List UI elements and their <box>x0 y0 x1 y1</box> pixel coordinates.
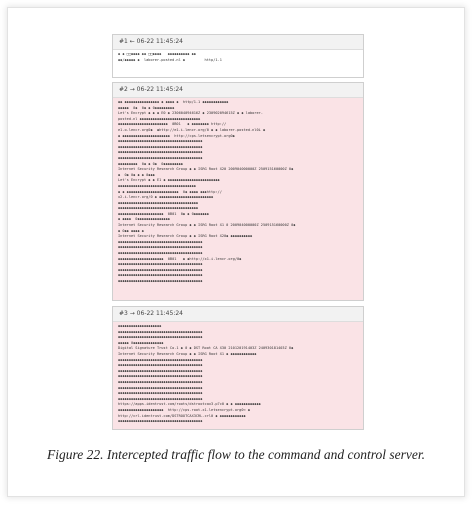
payload-line: ◆◆◆◆◆◆◆◆◆◆◆◆◆◆◆◆◆◆◆◆◆◆◆◆◆◆◆◆◆◆◆◆◆◆◆◆◆ <box>118 206 199 211</box>
payload-line: ◆◆◆◆◆◆◆◆◆◆◆◆◆◆◆◆◆◆◆◆◆ 0B01 0◆ ◆ 0◆◆◆◆◆◆◆ <box>118 211 209 216</box>
payload-line: ◆◆◆◆◆◆◆◆◆◆◆◆◆◆◆◆◆◆◆◆◆◆◆◆◆◆◆◆◆◆◆◆◆◆◆◆◆◆◆ <box>118 150 203 155</box>
payload-line: ◆◆◆◆◆◆◆◆◆◆◆◆◆◆◆◆◆◆◆◆◆◆◆ 0B01 ◆ ◆◆◆◆◆◆◆◆ http:// <box>118 122 227 127</box>
payload-line: ◆◆◆◆◆◆◆◆◆◆◆◆◆◆◆◆◆◆◆◆ <box>118 324 162 328</box>
message-panel-1 <box>112 34 364 78</box>
payload-line: ◆◆/◆◆◆◆◆ ◆ laborer-posted.nl ◆ http/1.1 <box>118 57 222 62</box>
payload-line: ◆◆◆◆◆◆◆◆◆◆◆◆◆◆◆◆◆◆◆◆◆◆◆◆◆◆◆◆◆◆◆◆◆◆◆◆◆◆◆ <box>118 239 203 244</box>
figure-caption: Figure 22. Intercepted traffic flow to the command and control server. <box>47 447 425 462</box>
payload-line: ◆ 0◆ 0◆ ◆ ◆ 0◆◆◆ <box>118 172 155 177</box>
payload-line: ◆◆◆◆◆◆◆◆◆◆◆◆◆◆◆◆◆◆◆◆◆◆◆◆◆◆◆◆◆◆◆◆◆◆◆◆◆◆◆ <box>118 368 203 373</box>
payload-line: ◆◆◆◆◆◆◆◆◆◆◆◆◆◆◆◆◆◆◆◆◆◆◆◆◆◆◆◆◆◆◆◆◆◆◆◆◆◆◆ <box>118 267 203 272</box>
payload-line: Internet Security Research Group ◆ ◆ ISRG Root X20 200904000000Z 250915160000Z 0◆ <box>118 167 294 172</box>
payload-line: ◆◆ ◆◆◆◆◆◆◆◆◆◆◆◆◆◆◆◆ ◆ ◆◆◆◆ ◆ http/1.1 ◆◆◆◆◆◆◆◆◆◆◆◆ <box>118 100 229 104</box>
payload-line: ◆◆◆◆◆◆◆◆◆◆◆◆◆◆◆◆◆◆◆◆◆◆◆◆◆◆◆◆◆◆◆◆◆◆◆◆◆◆◆ <box>118 144 203 149</box>
payload-line: ◆◆◆◆◆◆◆◆◆◆◆◆◆◆◆◆◆◆◆◆◆◆◆◆◆◆◆◆◆◆◆◆◆◆◆◆◆ <box>118 200 199 205</box>
payload-line: ◆◆◆◆◆◆◆◆◆◆◆◆◆◆◆◆◆◆◆◆◆◆◆◆◆◆◆◆◆◆◆◆◆◆◆◆◆◆◆ <box>118 363 203 368</box>
message-panel-3 <box>112 306 364 430</box>
payload-line: ◆ ◆ □□◆◆◆◆ ◆◆ □□◆◆◆◆ ◆◆◆◆◆◆◆◆◆◆ ◆◆ <box>118 52 196 56</box>
payload-line: ◆◆◆◆◆◆◆◆◆◆◆◆◆◆◆◆◆◆◆◆◆ 0B01 ◆ ◆http://x1.i.lencr.org/0◆ <box>118 256 242 261</box>
payload-line: Let's Encrypt ◆ ◆ E1 ◆ ◆◆◆◆◆◆◆◆◆◆◆◆◆◆◆◆◆◆◆◆◆◆◆◆ <box>118 178 220 183</box>
message-body <box>113 50 363 77</box>
payload-line: ◆◆◆◆◆◆◆◆◆◆◆◆◆◆◆◆◆◆◆◆◆ http://cps.root-x1.letsencrypt.org0< ◆ <box>118 407 250 412</box>
payload-line: Internet Security Research Group ◆ ◆ ISRG Root X20◆ ◆◆◆◆◆◆◆◆◆◆ <box>118 234 253 239</box>
payload-line: Digital Signature Trust Co.1 ◆ 0 ◆ DST Root CA X30 210120191403Z 240930181403Z 0◆ <box>118 346 294 351</box>
payload-line: ◆ ◆ ◆◆◆◆◆◆◆◆◆◆◆◆◆◆◆◆◆◆◆◆◆◆◆◆ 0◆ ◆◆◆◆ ◆◆◆http:// <box>118 189 222 194</box>
payload-line: http://crl.identrust.com/DSTROOTCAX3CRL.crl0 ◆ ◆◆◆◆◆◆◆◆◆◆◆◆ <box>118 413 246 418</box>
payload-line: ◆◆◆◆◆◆◆◆◆◆◆◆◆◆◆◆◆◆◆◆◆◆◆◆◆◆◆◆◆◆◆◆◆◆◆◆◆◆◆ <box>118 396 203 401</box>
payload-line: ◆◆◆◆◆◆◆◆◆◆◆◆◆◆◆◆◆◆◆◆◆◆◆◆◆◆◆◆◆◆◆◆◆◆◆◆◆◆◆ <box>118 419 203 424</box>
payload-line: ◆◆◆◆◆◆◆◆◆◆◆◆◆◆◆◆◆◆◆◆◆◆◆◆◆◆◆◆◆◆◆◆◆◆◆◆◆◆◆ <box>118 385 203 390</box>
message-body <box>113 98 363 300</box>
payload-line: ◆ 0◆◆ ◆◆◆◆ ◆ <box>118 228 144 233</box>
message-header: #3 → 06-22 11:45:24 <box>113 307 363 322</box>
message-header: #1 ← 06-22 11:45:24 <box>113 35 363 50</box>
payload-line: ◆◆◆◆◆◆◆◆◆◆◆◆◆◆◆◆◆◆◆◆◆◆◆◆◆◆◆◆◆◆◆◆◆◆◆◆ <box>118 183 196 188</box>
payload-line: ◆◆◆◆◆◆◆◆◆◆◆◆◆◆◆◆◆◆◆◆◆◆◆◆◆◆◆◆◆◆◆◆◆◆◆◆◆◆◆ <box>118 335 203 340</box>
payload-line: e1.o.lencr.org0◆ ◆http://e1.i.lencr.org/0 ◆ ◆ laborer-posted.nl0L ◆ <box>118 127 266 132</box>
message-header: #2 → 06-22 11:45:24 <box>113 83 363 98</box>
payload-line: x2.i.lencr.org/0 ◆ ◆◆◆◆◆◆◆◆◆◆◆◆◆◆◆◆◆◆◆◆◆◆◆◆◆ <box>118 195 214 200</box>
payload-line: ◆◆◆◆◆◆◆◆◆◆◆◆◆◆◆◆◆◆◆◆◆◆◆◆◆◆◆◆◆◆◆◆◆◆◆◆◆◆◆ <box>118 245 203 250</box>
payload-line: ◆◆◆◆◆◆◆◆◆◆◆◆◆◆◆◆◆◆◆◆◆◆◆◆◆◆◆◆◆◆◆◆◆◆◆◆◆◆◆ <box>118 155 203 160</box>
payload-line: posted.nl ◆◆◆◆◆◆◆◆◆◆◆◆◆◆◆◆◆◆◆◆◆◆◆◆◆◆◆◆ <box>118 116 201 121</box>
payload-line: ◆◆◆◆◆◆◆◆◆◆◆◆◆◆◆◆◆◆◆◆◆◆◆◆◆◆◆◆◆◆◆◆◆◆◆◆◆◆◆ <box>118 357 203 362</box>
payload-line: ◆ ◆◆◆◆◆◆◆◆◆◆◆◆◆◆◆◆◆◆◆◆◆◆ http://cps.letsencrypt.org0◆ <box>118 133 235 138</box>
payload-line: https://apps.identrust.com/roots/dstrootcax3.p7c0 ◆ ◆ ◆◆◆◆◆◆◆◆◆◆◆◆ <box>118 402 261 407</box>
payload-line: ◆◆◆◆◆ 0◆ 0◆ ◆ 0◆◆◆◆◆◆◆◆◆ <box>118 105 175 110</box>
payload-line: Internet Security Research Group ◆ ◆ ISRG Root X1 ◆ ◆◆◆◆◆◆◆◆◆◆◆◆ <box>118 351 257 356</box>
message-body <box>113 322 363 429</box>
payload-line: ◆◆◆◆◆◆◆◆◆◆◆◆◆◆◆◆◆◆◆◆◆◆◆◆◆◆◆◆◆◆◆◆◆◆◆◆◆◆◆ <box>118 374 203 379</box>
payload-line: Internet Security Research Group ◆ ◆ ISRG Root X1 0 200904000000Z 250915160000Z 0◆ <box>118 223 296 228</box>
payload-line: Let's Encrypt ◆ ◆ ◆ E0 ◆ 230604094616Z ◆ 230902094615Z ◆ ◆ laborer- <box>118 111 263 116</box>
payload-line: ◆◆◆◆◆◆◆◆◆◆◆◆◆◆◆◆◆◆◆◆◆◆◆◆◆◆◆◆◆◆◆◆◆◆◆◆◆◆◆ <box>118 273 203 278</box>
payload-line: ◆◆◆◆◆◆◆◆◆◆◆◆◆◆◆◆◆◆◆◆◆◆◆◆◆◆◆◆◆◆◆◆◆◆◆◆◆◆◆ <box>118 262 203 267</box>
payload-line: ◆◆◆◆◆◆◆◆◆◆◆◆◆◆◆◆◆◆◆◆◆◆◆◆◆◆◆◆◆◆◆◆◆◆◆◆◆◆◆ <box>118 391 203 396</box>
payload-line: ◆◆◆◆◆◆◆◆◆◆◆◆◆◆◆◆◆◆◆◆◆◆◆◆◆◆◆◆◆◆◆◆◆◆◆◆◆◆◆ <box>118 139 203 144</box>
payload-line: ◆◆◆◆◆◆◆◆◆◆◆◆◆◆◆◆◆◆◆◆◆◆◆◆◆◆◆◆◆◆◆◆◆◆◆◆◆◆◆ <box>118 279 203 283</box>
payload-line: ◆◆◆◆◆◆◆◆◆◆◆◆◆◆◆◆◆◆◆◆◆◆◆◆◆◆◆◆◆◆◆◆◆◆◆◆◆◆◆ <box>118 379 203 384</box>
payload-line: ◆◆◆◆◆◆◆◆◆◆◆◆◆◆◆◆◆◆◆◆◆◆◆◆◆◆◆◆◆◆◆◆◆◆◆◆◆◆◆ <box>118 251 203 256</box>
payload-line: ◆ ◆◆◆◆ 0◆◆◆◆◆◆◆◆◆◆◆◆◆◆◆ <box>118 217 170 222</box>
payload-line: ◆◆◆◆◆◆◆◆◆◆◆◆◆◆◆◆◆◆◆◆◆◆◆◆◆◆◆◆◆◆◆◆◆◆◆◆◆◆◆ <box>118 329 203 334</box>
payload-line: ◆◆◆◆◆◆◆◆◆ 0◆ ◆ 0◆ 0◆◆◆◆◆◆◆◆◆ <box>118 161 183 166</box>
message-panel-2 <box>112 82 364 301</box>
payload-line: ◆◆◆◆◆ 0◆◆◆◆◆◆◆◆◆◆◆◆◆◆ <box>118 340 164 345</box>
